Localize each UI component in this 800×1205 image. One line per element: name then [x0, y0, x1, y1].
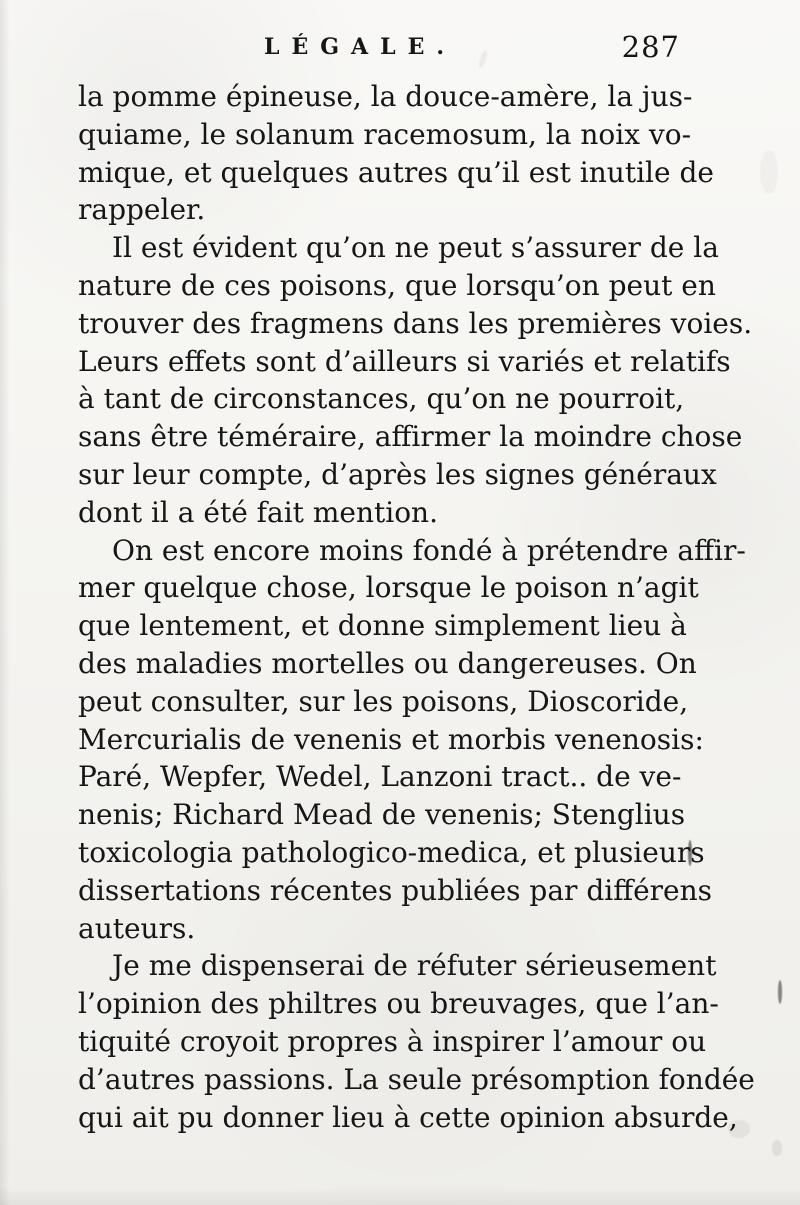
text-line: d’autres passions. La seule présomption fondée [78, 1062, 755, 1096]
text-line: toxicologia pathologico-medica, et plusieurs [78, 835, 705, 869]
text-line: la pomme épineuse, la douce-amère, la jus- [78, 80, 693, 113]
text-line: tiquité croyoit propres à inspirer l’amour ou [78, 1024, 707, 1058]
running-head: LÉGALE. [264, 34, 456, 60]
paragraph-start-line: Je me dispenserai de réfuter sérieusement [112, 949, 717, 983]
text-line: nenis; Richard Mead de venenis; Stenglius [78, 798, 686, 832]
body-text [78, 78, 755, 1136]
text-line: l’opinion des philtres ou breuvages, que l’an- [78, 987, 719, 1021]
text-line: qui ait pu donner lieu à cette opinion absurde, [78, 1100, 738, 1134]
text-line: quiame, le solanum racemosum, la noix vo- [78, 117, 692, 151]
text-line: rappeler. [78, 193, 206, 227]
text-line: dissertations récentes publiées par différens [78, 873, 713, 907]
text-line: peut consulter, sur les poisons, Dioscoride, [78, 684, 689, 718]
text-line: Mercurialis de venenis et morbis venenosis: [78, 722, 704, 756]
text-line: trouver des fragmens dans les premières voies. [78, 306, 753, 340]
text-line: nature de ces poisons, que lorsqu’on peut en [78, 268, 716, 302]
text-line: sur leur compte, d’après les signes généraux [78, 457, 717, 491]
text-line: Leurs effets sont d’ailleurs si variés et relatifs [78, 344, 731, 378]
text-line: dont il a été fait mention. [78, 495, 438, 529]
page-bottom-edge-shadow [0, 1187, 800, 1205]
ink-mark [778, 980, 782, 1004]
paper-stain [760, 150, 778, 194]
text-line: Paré, Wepfer, Wedel, Lanzoni tract.. de ve- [78, 760, 682, 794]
text-line: mique, et quelques autres qu’il est inutile de [78, 155, 714, 189]
page-header [0, 30, 800, 74]
page-left-edge-shadow [0, 0, 10, 1205]
page-number: 287 [621, 30, 680, 64]
paragraph-start-line: On est encore moins fondé à prétendre affir- [112, 533, 746, 567]
text-line: que lentement, et donne simplement lieu à [78, 609, 687, 643]
text-line: auteurs. [78, 911, 196, 945]
text-line: à tant de circonstances, qu’on ne pourroit, [78, 382, 685, 416]
paragraph-start-line: Il est évident qu’on ne peut s’assurer de la [112, 231, 719, 265]
text-line: mer quelque chose, lorsque le poison n’agit [78, 571, 699, 605]
paper-stain [772, 1140, 782, 1156]
text-line: des maladies mortelles ou dangereuses. On [78, 646, 697, 680]
text-line: sans être téméraire, affirmer la moindre chose [78, 420, 743, 454]
